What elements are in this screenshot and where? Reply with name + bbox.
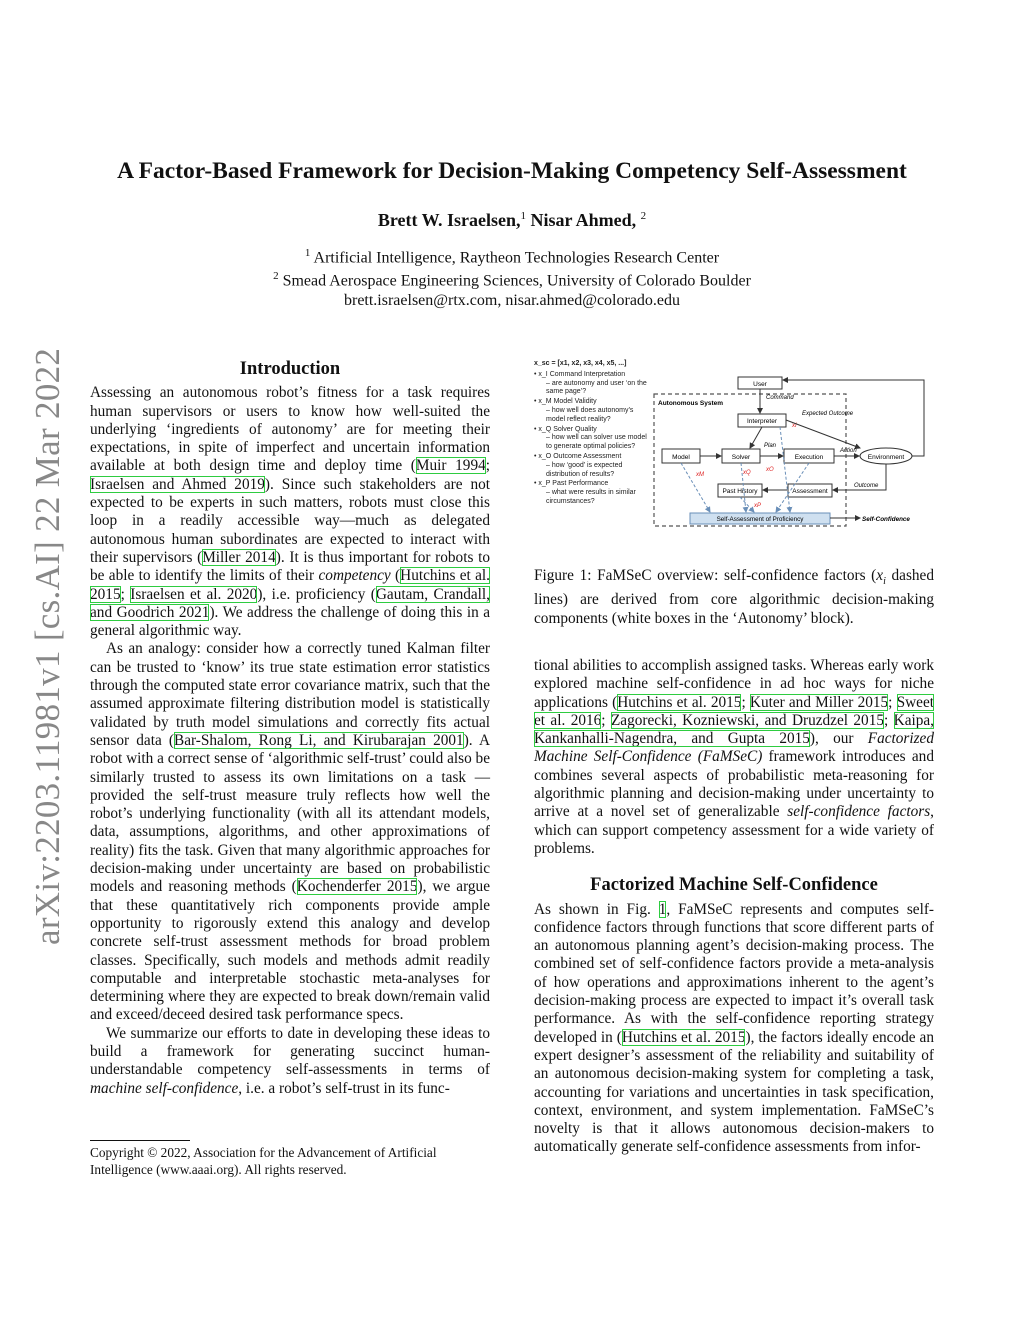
intro-paragraph-2: As an analogy: consider how a correctly tuned Kalman filter can be trusted to ‘know’ its true state estimation error statistics through the computed state error covariance matrix, such that the assumed approximate filtering distribution model is statistically validated by truth model simulations and correctly fits actual sensor data (Bar-Shalom, Rong Li, and Kirubarajan 2001). A robot with a correct sense of ‘algorithmic self-trust’ could also be similarly trusted to assess its own limitations on a task — provided the self-trust measure truly reflects how well the robot’s underlying functionality (with all its attendant models, data, assumptions, algorithms, and other approximations of reality) fits the task. Given that many algorithmic approaches for decision-making under uncertainty are based on probabilistic models and reasoning methods (Kochenderfer 2015), we argue that these quantitatively rich components provide ample opportunity to rigorously extend this analogy and develop concrete self-trust assessment methods for broad problem classes. Specifically, such models and methods admit readily computable and interpretable stochastic meta-analyses for determining where they are expected to break down/remain valid and exceed/deceed desired task performance specs. <box>90 640 490 1024</box>
right-column <box>534 657 934 1157</box>
citation-link[interactable]: Kuter and Miller 2015 <box>749 693 889 711</box>
famsec-diagram <box>650 366 934 546</box>
figure-caption: Figure 1: FaMSeC overview: self-confidence factors ($x_i$ dashed lines) are derived from core algorithmic decision-making components (white boxes in the ‘Autonomy’ block). <box>534 567 934 627</box>
assessment-label: Assessment <box>792 488 828 495</box>
past-history-label: Past History <box>722 488 758 495</box>
affil-2: Smead Aerospace Engineering Sciences, University of Colorado Boulder <box>282 272 751 290</box>
factor-question: – how well does autonomy’s model reflect reality? <box>546 406 634 423</box>
xi-label: xI <box>792 423 797 429</box>
factor-item: • x_O Outcome Assessment <box>534 452 622 460</box>
author-1: Brett W. Israelsen, <box>377 210 521 230</box>
execution-label: Execution <box>794 454 824 461</box>
arxiv-stamp: arXiv:2203.11981v1 [cs.AI] 22 Mar 2022 <box>28 347 67 945</box>
citation-link[interactable]: Kaipa, Kankanhalli-Nagendra, and Gupta 2015 <box>534 711 935 748</box>
self-confidence-label: Self-Confidence <box>862 516 910 523</box>
citation-link[interactable]: Muir 1994 <box>415 457 486 475</box>
factor-question: – what were results in similar circumstances? <box>546 489 636 505</box>
intro-paragraph-3: We summarize our efforts to date in developing these ideas to build a framework for generating succinct human-understandable competency self-assessments in terms of machine self-confidence, i.e. a robot’s self-trust in its func- <box>90 1024 490 1097</box>
citation-link[interactable]: Hutchins et al. 2015 <box>90 567 490 603</box>
expected-outcome-label: Expected Outcome <box>802 411 854 417</box>
xo-label: xO <box>766 467 774 473</box>
affil-1: Artificial Intelligence, Raytheon Technologies Research Center <box>313 249 720 267</box>
right-paragraph-2: As shown in Fig. 1, FaMSeC represents and computes self-confidence factors through functions that score different parts of an autonomous planning agent’s decision-making process. The combined set of self-confidence factors provide a meta-analysis of how operations and approximations inherent to the agent’s decision-making process are expected to impact it’s overall task performance. As with the self-confidence reporting strategy developed in (Hutchins et al. 2015), the factors ideally encode an expert designer’s assessment of the reliability and suitability of an autonomous decision-making system for completing a task, accounting for variations and uncertainties in task specification, context, environment, and system implementation. FaMSeC’s novelty is that it allows autonomous decision-makers to automatically generate self-confidence assessments from infor- <box>534 900 935 1156</box>
factor-question: – how ‘good’ is expected distribution of results? <box>546 461 623 478</box>
emails: brett.israelsen@rtx.com, nisar.ahmed@colorado.edu <box>343 291 681 309</box>
author-line <box>0 210 1024 231</box>
affiliations <box>0 244 1024 310</box>
citation-link[interactable]: Zagorecki, Kozniewski, and Druzdzel 2015 <box>610 711 884 729</box>
footnote-rule <box>90 1140 190 1141</box>
affil-2-sup: 2 <box>273 270 279 283</box>
citation-link[interactable]: Hutchins et al. 2015 <box>621 1028 746 1046</box>
left-column <box>90 360 490 1098</box>
citation-link[interactable]: Miller 2014 <box>202 548 276 566</box>
user-label: User <box>753 381 767 388</box>
famsec-heading: Factorized Machine Self-Confidence <box>590 875 878 896</box>
author-1-sup: 1 <box>520 210 526 222</box>
solver-label: Solver <box>731 454 751 461</box>
model-label: Model <box>672 454 690 461</box>
citation-link[interactable]: Kochenderfer 2015 <box>296 878 418 896</box>
factor-item: • x_Q Solver Quality <box>534 425 597 433</box>
citation-link[interactable]: Hutchins et al. 2015 <box>617 693 742 711</box>
factor-item: • x_M Model Validity <box>534 398 597 406</box>
paper-title: A Factor-Based Framework for Decision-Making Competency Self-Assessment <box>117 158 907 184</box>
xm-label: xM <box>696 472 704 478</box>
factor-list <box>534 360 652 507</box>
self-assessment-label: Self-Assessment of Proficiency <box>716 516 804 523</box>
factor-item: • x_P Past Performance <box>534 480 609 488</box>
figure-link[interactable]: 1 <box>658 900 667 918</box>
author-2: Nisar Ahmed, <box>530 210 637 230</box>
figure-1 <box>534 360 934 560</box>
plan-label: Plan <box>764 443 777 449</box>
factor-question: – how well can solver use model to generate optimal policies? <box>546 434 647 451</box>
copyright-footnote: Copyright © 2022, Association for the Advancement of Artificial Intelligence (www.aaai.org). All rights reserved. <box>90 1145 437 1177</box>
autonomous-system-label: Autonomous System <box>658 400 724 407</box>
affil-1-sup: 1 <box>304 247 311 259</box>
xp-label: xP <box>754 503 762 509</box>
environment-label: Environment <box>867 454 905 461</box>
command-label: Command <box>766 395 794 401</box>
right-paragraph-1: tional abilities to accomplish assigned tasks. Whereas early work explored machine self-confidence in ad hoc ways for niche applications (Hutchins et al. 2015; Kuter and Miller 2015; Sweet et al. 2016; Zagorecki, Kozniewski, and Druzdzel 2015; Kaipa, Kankanhalli-Nagendra, and Gupta 2015), our Factorized Machine Self-Confidence (FaMSeC) framework introduces and combines several aspects of probabilistic meta-reasoning for algorithmic planning and decision-making under uncertainty to arrive at a novel set of generalizable self-confidence factors, which can support competency assessment for a wide variety of problems. <box>534 657 935 857</box>
intro-heading: Introduction <box>239 359 341 379</box>
citation-link[interactable]: Israelsen et al. 2020 <box>130 585 258 603</box>
factor-question: – are autonomy and user ‘on the same page’? <box>546 379 647 396</box>
xq-label: xQ <box>743 470 751 476</box>
author-2-sup: 2 <box>640 210 647 222</box>
citation-link[interactable]: Gautam, Crandall, and Goodrich 2021 <box>90 585 490 621</box>
factor-vector: x_sc = [x1, x2, x3, x4, x5, ...] <box>534 360 627 367</box>
action-label: Action <box>840 448 857 454</box>
outcome-label: Outcome <box>854 483 879 489</box>
citation-link[interactable]: Sweet et al. 2016 <box>534 693 934 729</box>
intro-paragraph-1: Assessing an autonomous robot’s fitness for a task requires human supervisors or users to know how well-suited the underlying ‘ingredients of autonomy’ are for meeting their expectations, in spite of imperfect and uncertain information available at both design time and deploy time (Muir 1994; Israelsen and Ahmed 2019). Since such stakeholders are not expected to be experts in such matters, robots must close this loop in a readily accessible way—much as delegated autonomous human subordinates are expected to interact with their supervisors (Miller 2014). It is thus important for robots to be able to identify the limits of their competency (Hutchins et al. 2015; Israelsen et al. 2020), i.e. proficiency (Gautam, Crandall, and Goodrich 2021). We address the challenge of doing this in a general algorithmic way. <box>90 384 490 640</box>
interpreter-label: Interpreter <box>747 418 777 425</box>
citation-link[interactable]: Israelsen and Ahmed 2019 <box>90 475 265 493</box>
factor-item: • x_I Command Interpretation <box>534 370 626 378</box>
citation-link[interactable]: Bar-Shalom, Rong Li, and Kirubarajan 2001 <box>174 731 464 749</box>
